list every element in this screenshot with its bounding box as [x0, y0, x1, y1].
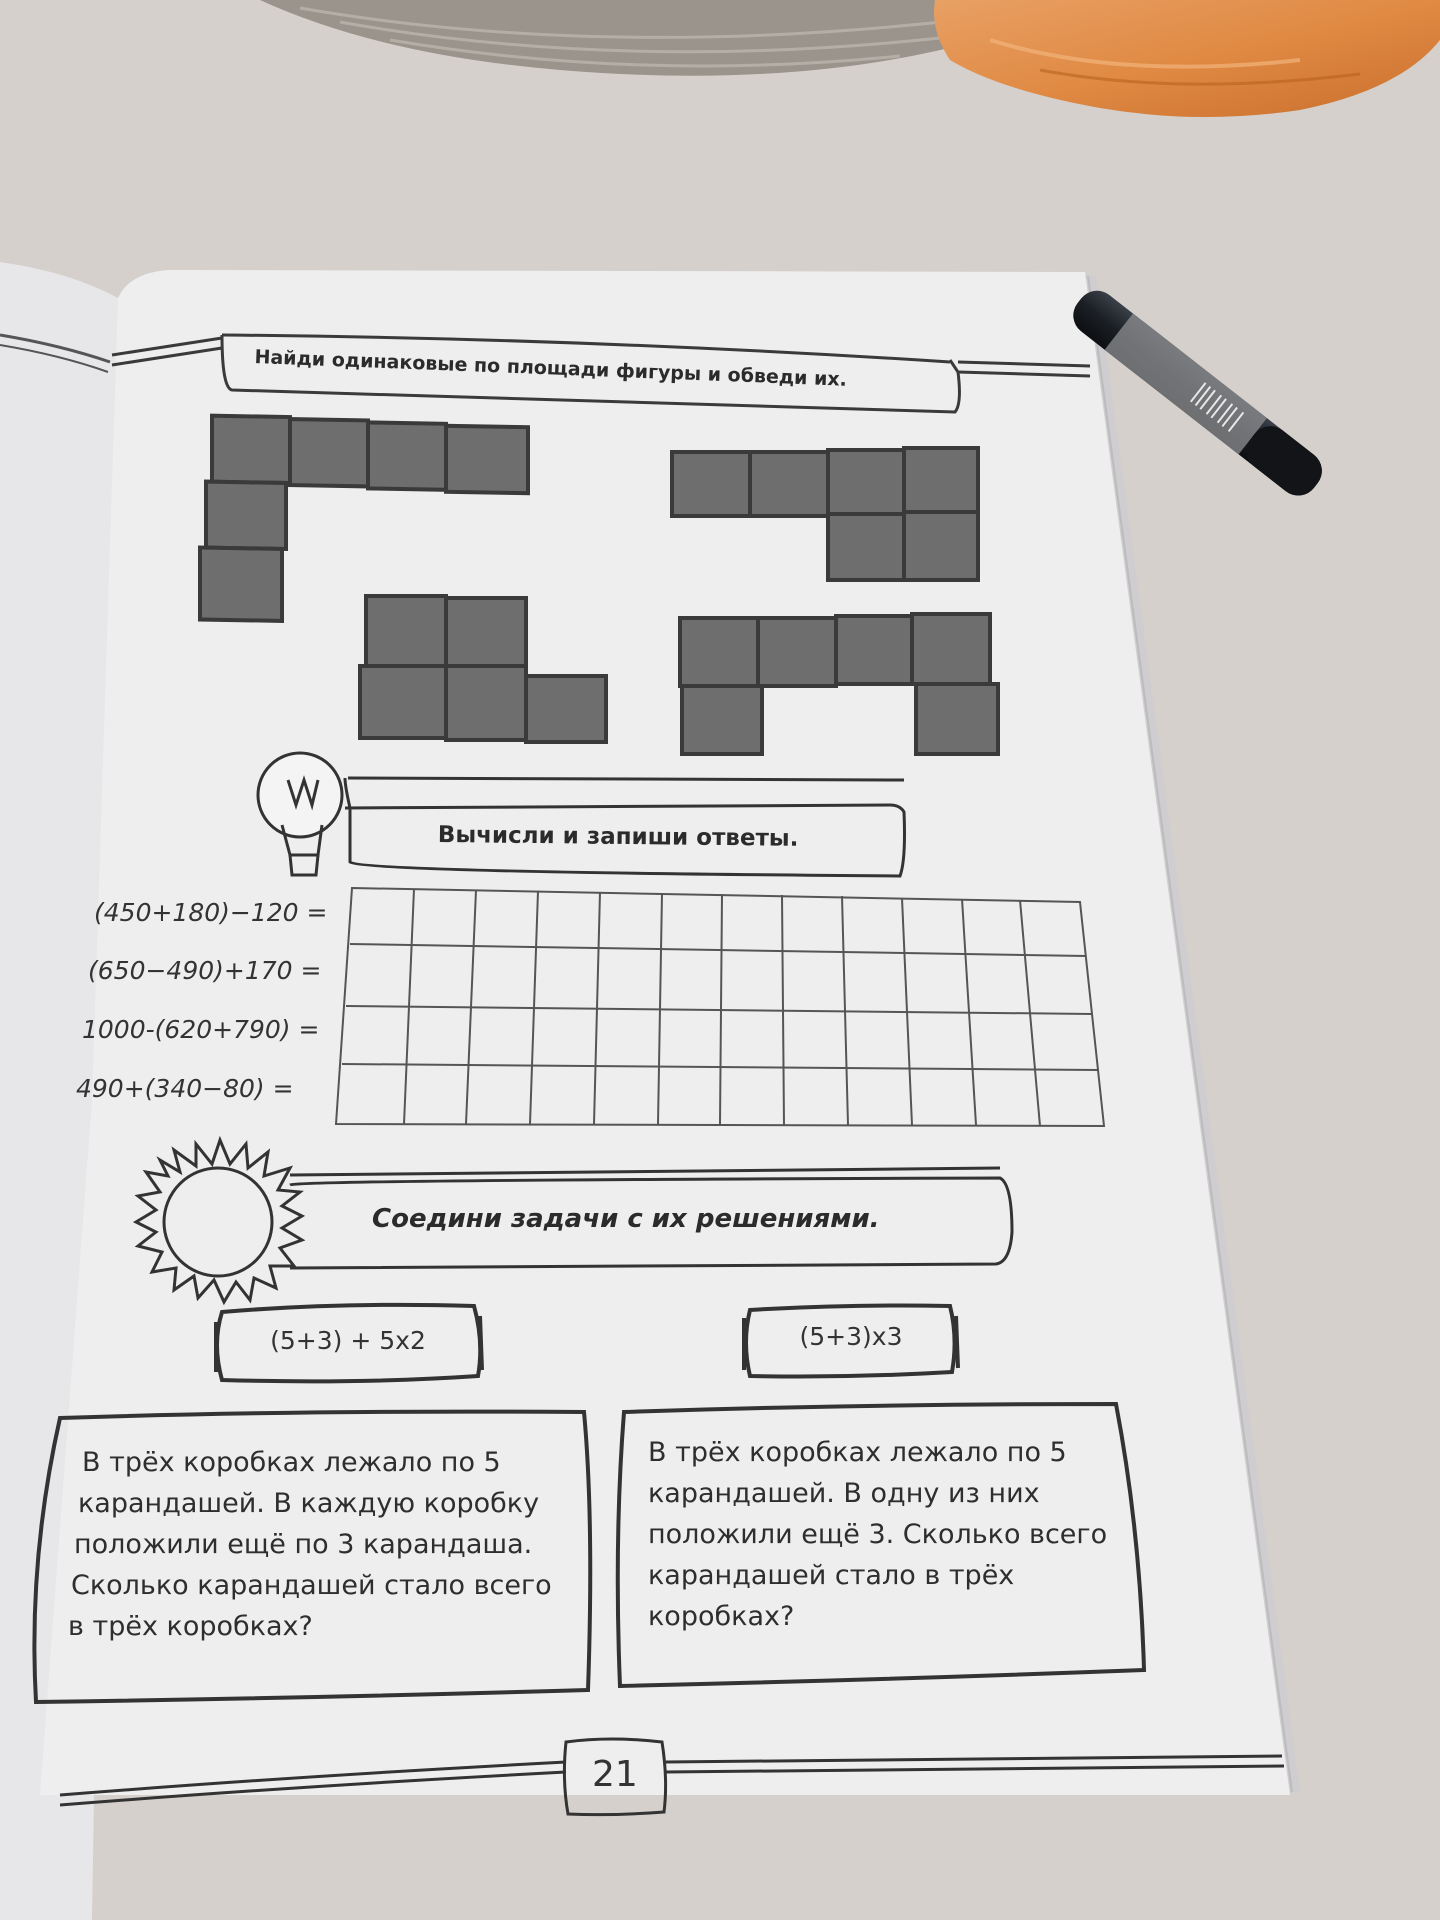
expression-row: 1000-(620+790) =: [82, 1015, 320, 1044]
problem-line: В трёх коробках лежало по 5: [82, 1447, 501, 1478]
shape-a: [200, 415, 528, 625]
problem-card: [648, 1432, 1128, 1637]
problem-line: В трёх коробках лежало по 5: [648, 1437, 1067, 1468]
problem-line: Сколько карандашей стало всего: [71, 1570, 552, 1601]
shape-d: [680, 614, 998, 754]
expression-row: 490+(340−80) =: [76, 1074, 294, 1103]
problem-line: карандашей. В каждую коробку: [78, 1488, 540, 1519]
page-number-frame: [60, 1739, 1284, 1815]
shape-c: [360, 596, 606, 742]
answer-grid: [336, 888, 1104, 1126]
area-shapes: [200, 415, 998, 754]
answer-box: (5+3) + 5x2: [270, 1326, 426, 1355]
problem-line: карандашей стало в трёх: [648, 1560, 1015, 1591]
expression-row: (650−490)+170 =: [88, 956, 322, 985]
section2-title: Вычисли и запиши ответы.: [437, 822, 799, 852]
answer-box: (5+3)x3: [799, 1322, 903, 1351]
lightbulb-icon: [258, 753, 342, 875]
problem-line: положили ещё по 3 карандаша.: [74, 1529, 533, 1560]
section1-title: Найди одинаковые по площади фигуры и обведи их.: [254, 346, 848, 391]
page-number: 21: [592, 1754, 638, 1795]
problem-line: положили ещё 3. Сколько всего: [648, 1519, 1108, 1550]
problem-line: в трёх коробках?: [68, 1611, 313, 1642]
section3-title: Соедини задачи с их решениями.: [372, 1204, 880, 1234]
shape-b: [672, 448, 978, 580]
problem-line: карандашей. В одну из них: [648, 1478, 1040, 1509]
expression-row: (450+180)−120 =: [94, 898, 328, 927]
problem-card: [68, 1442, 578, 1647]
sun-icon: [136, 1140, 302, 1302]
problem-line: коробках?: [648, 1601, 795, 1632]
